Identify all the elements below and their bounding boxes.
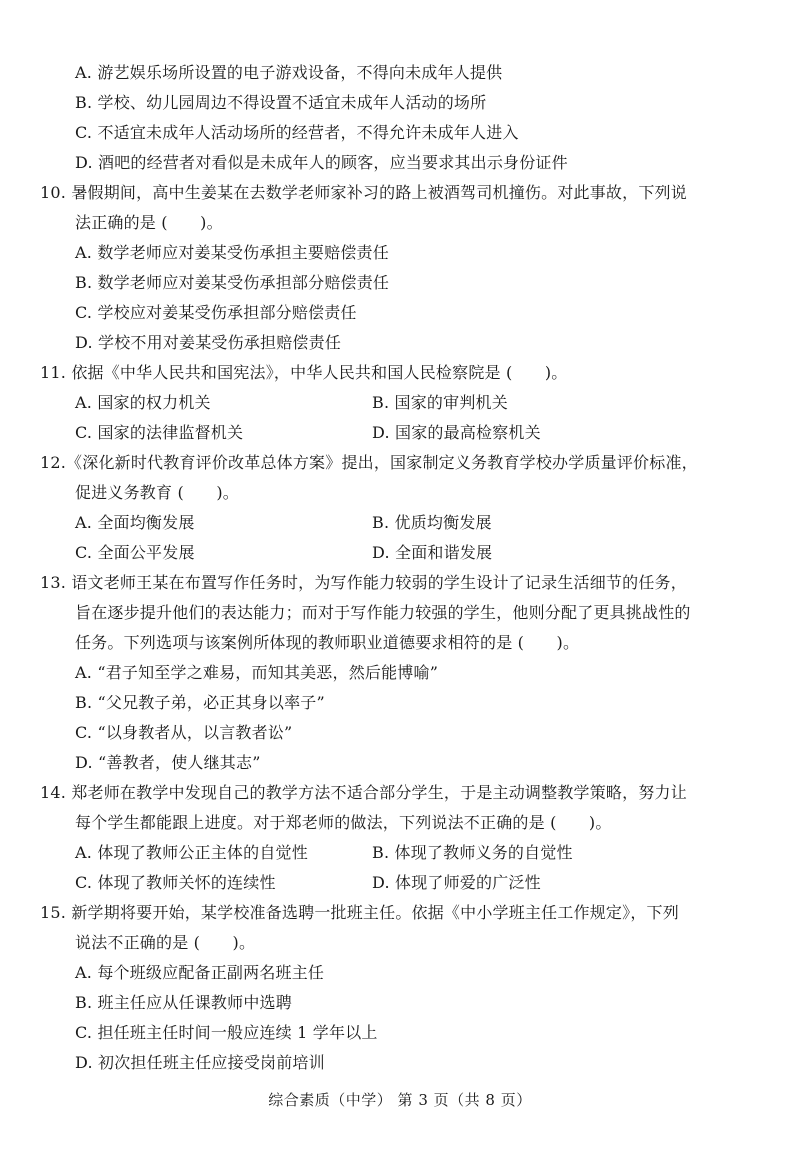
q10-option-d: D. 学校不用对姜某受伤承担赔偿责任 [75,333,342,352]
q12-option-a: A. 全面均衡发展 [75,513,195,532]
q13-stem-line3: 任务。下列选项与该案例所体现的教师职业道德要求相符的是 ( )。 [75,633,580,652]
q15-option-a: A. 每个班级应配备正副两名班主任 [75,963,325,982]
q12-option-b: B. 优质均衡发展 [372,513,492,532]
q15-stem-line1: 15. 新学期将要开始，某学校准备选聘一批班主任。依据《中小学班主任工作规定》，下列 [40,903,679,922]
q12-stem-line2: 促进义务教育 ( )。 [75,483,239,502]
q14-option-d: D. 体现了师爱的广泛性 [372,873,541,892]
q11-option-a: A. 国家的权力机关 [75,393,211,412]
q10-option-a: A. 数学老师应对姜某受伤承担主要赔偿责任 [75,243,389,262]
q15-option-d: D. 初次担任班主任应接受岗前培训 [75,1053,325,1072]
q15-stem-line2: 说法不正确的是 ( )。 [75,933,256,952]
q14-stem-line2: 每个学生都能跟上进度。对于郑老师的做法，下列说法不正确的是 ( )。 [75,813,612,832]
q15-option-c: C. 担任班主任时间一般应连续 1 学年以上 [75,1023,378,1042]
q13-stem-line1: 13. 语文老师王某在布置写作任务时，为写作能力较弱的学生设计了记录生活细节的任务， [40,573,687,592]
q14-option-b: B. 体现了教师义务的自觉性 [372,843,573,862]
q10-option-b: B. 数学老师应对姜某受伤承担部分赔偿责任 [75,273,390,292]
q11-option-c: C. 国家的法律监督机关 [75,423,244,442]
q13-option-a: A. “君子知至学之难易，而知其美恶，然后能博喻” [75,663,439,682]
q10-option-c: C. 学校应对姜某受伤承担部分赔偿责任 [75,303,357,322]
q10-stem-line1: 10. 暑假期间，高中生姜某在去数学老师家补习的路上被酒驾司机撞伤。对此事故，下列说 [40,183,687,202]
q9-option-c: C. 不适宜未成年人活动场所的经营者，不得允许未成年人进入 [75,123,519,142]
q12-option-c: C. 全面公平发展 [75,543,195,562]
page-footer: 综合素质（中学） 第 3 页（共 8 页） [268,1091,532,1109]
q15-option-b: B. 班主任应从任课教师中选聘 [75,993,292,1012]
q12-stem-line1: 12.《深化新时代教育评价改革总体方案》提出，国家制定义务教育学校办学质量评价标准， [40,453,698,472]
q13-option-c: C. “以身教者从，以言教者讼” [75,723,293,742]
q14-option-c: C. 体现了教师关怀的连续性 [75,873,276,892]
q14-option-a: A. 体现了教师公正主体的自觉性 [75,843,308,862]
q14-stem-line1: 14. 郑老师在教学中发现自己的教学方法不适合部分学生，于是主动调整教学策略，努力让 [40,783,687,802]
q9-option-b: B. 学校、幼儿园周边不得设置不适宜未成年人活动的场所 [75,93,487,112]
q9-option-a: A. 游艺娱乐场所设置的电子游戏设备，不得向未成年人提供 [75,63,503,82]
q12-option-d: D. 全面和谐发展 [372,543,493,562]
q13-option-b: B. “父兄教子弟，必正其身以率子” [75,693,325,712]
q13-stem-line2: 旨在逐步提升他们的表达能力；而对于写作能力较强的学生，他则分配了更具挑战性的 [75,603,691,622]
q9-option-d: D. 酒吧的经营者对看似是未成年人的顾客，应当要求其出示身份证件 [75,153,568,172]
q13-option-d: D. “善教者，使人继其志” [75,753,261,772]
q11-stem-line1: 11. 依据《中华人民共和国宪法》，中华人民共和国人民检察院是 ( )。 [40,363,568,382]
q11-option-b: B. 国家的审判机关 [372,393,508,412]
q11-option-d: D. 国家的最高检察机关 [372,423,541,442]
q10-stem-line2: 法正确的是 ( )。 [75,213,223,232]
